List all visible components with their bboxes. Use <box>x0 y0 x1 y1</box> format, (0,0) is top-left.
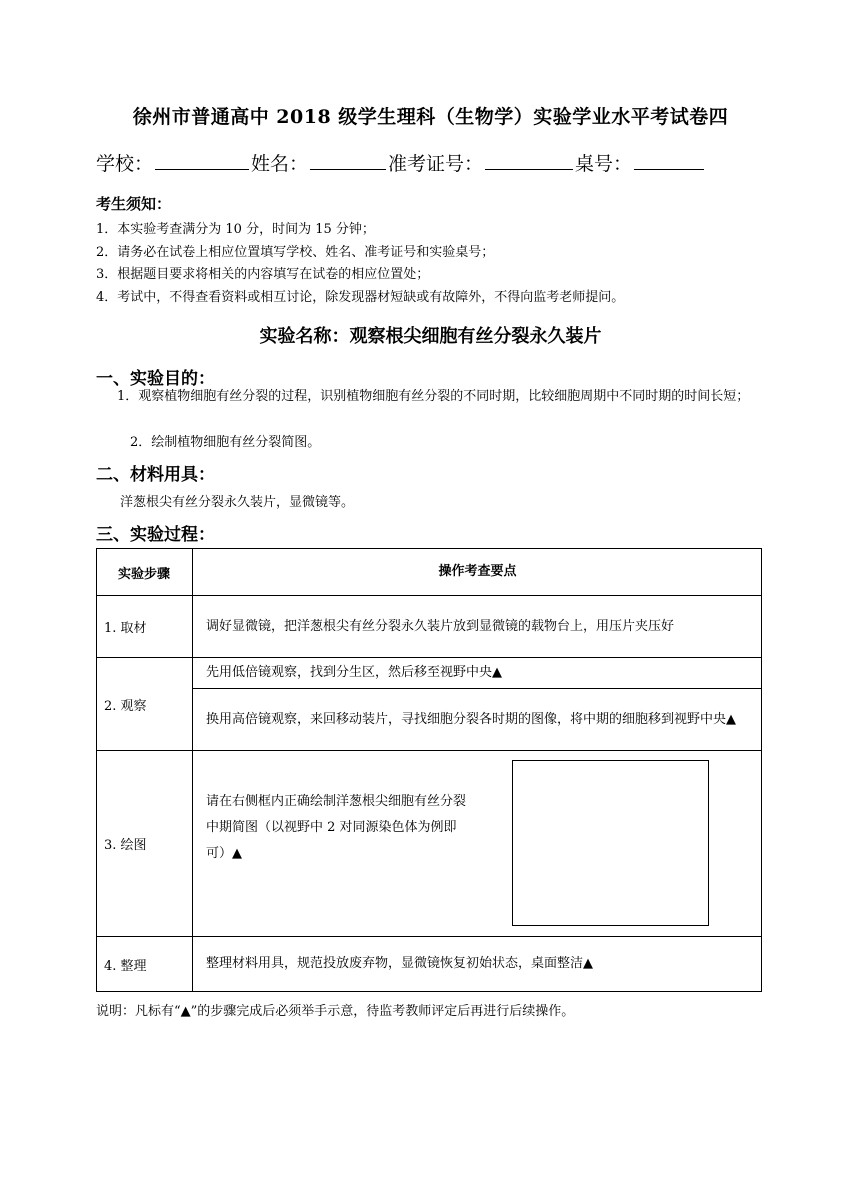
notice-item: 2．请务必在试卷上相应位置填写学校、姓名、准考证号和实验桌号； <box>96 245 495 260</box>
school-label: 学校： <box>96 153 154 175</box>
experiment-name: 实验名称：观察根尖细胞有丝分裂永久装片 <box>259 326 602 347</box>
points-cell: 整理材料用具，规范投放废弃物，显微镜恢复初始状态，桌面整洁▲ <box>193 937 762 992</box>
purpose-heading: 一、实验目的： <box>96 369 215 389</box>
purpose-item-2: 2．绘制植物细胞有丝分裂简图。 <box>130 435 321 450</box>
name-field[interactable] <box>310 149 386 170</box>
step-cell: 2. 观察 <box>97 658 193 751</box>
drawing-box[interactable] <box>512 760 709 926</box>
drawing-instruction: 请在右侧框内正确绘制洋葱根尖细胞有丝分裂中期简图（以视野中 2 对同源染色体为例即可）▲ <box>206 794 467 861</box>
notice-item: 3．根据题目要求将相关的内容填写在试卷的相应位置处； <box>96 267 430 282</box>
points-cell: 先用低倍镜观察，找到分生区，然后移至视野中央▲ <box>193 658 762 689</box>
purpose-item-1: 1．观察植物细胞有丝分裂的过程，识别植物细胞有丝分裂的不同时期，比较细胞周期中不同时期的时间长短； <box>117 389 750 404</box>
name-label: 姓名： <box>251 153 309 175</box>
process-heading: 三、实验过程： <box>96 525 215 545</box>
table-row <box>97 658 762 689</box>
table-row <box>97 689 762 751</box>
notice-item: 4．考试中，不得查看资料或相互讨论，除发现器材短缺或有故障外，不得向监考老师提问。 <box>96 290 625 305</box>
materials-text: 洋葱根尖有丝分裂永久装片，显微镜等。 <box>120 495 355 510</box>
step-cell: 3. 绘图 <box>97 751 193 937</box>
points-cell: 调好显微镜，把洋葱根尖有丝分裂永久装片放到显微镜的载物台上，用压片夹压好 <box>193 596 762 658</box>
notice-heading: 考生须知： <box>96 195 172 213</box>
notice-item: 1．本实验考查满分为 10 分，时间为 15 分钟； <box>96 222 375 237</box>
table-row <box>97 937 762 992</box>
step-cell: 4. 整理 <box>97 937 193 992</box>
school-field[interactable] <box>155 149 249 170</box>
materials-heading: 二、材料用具： <box>96 465 215 485</box>
exam-id-field[interactable] <box>485 149 573 170</box>
footnote: 说明：凡标有“▲”的步骤完成后必须举手示意，待监考教师评定后再进行后续操作。 <box>96 1004 575 1019</box>
table-row <box>97 596 762 658</box>
points-cell: 换用高倍镜观察，来回移动装片，寻找细胞分裂各时期的图像，将中期的细胞移到视野中央▲ <box>193 689 762 751</box>
header-step: 实验步骤 <box>97 549 193 596</box>
desk-field[interactable] <box>634 149 704 170</box>
desk-label: 桌号： <box>575 153 633 175</box>
candidate-info-row <box>96 149 706 176</box>
step-cell: 1. 取材 <box>97 596 193 658</box>
exam-id-label: 准考证号： <box>388 153 484 175</box>
exam-title: 徐州市普通高中 2018 级学生理科（生物学）实验学业水平考试卷四 <box>132 106 729 128</box>
header-points: 操作考查要点 <box>193 549 762 596</box>
table-header-row <box>97 549 762 596</box>
